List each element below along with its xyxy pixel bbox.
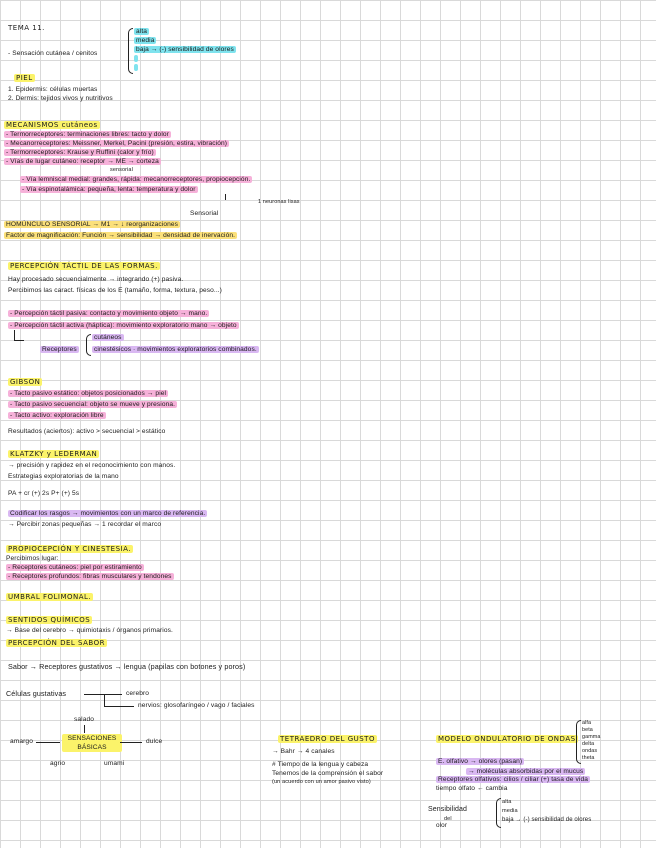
heading-sentidos-quimicos: SENTIDOS QUÍMICOS	[8, 616, 91, 624]
sens-item-4	[134, 64, 138, 72]
salado-label: salado	[74, 716, 95, 723]
tiempo-olfato: tiempo olfato ← cambia	[436, 785, 508, 792]
celulas-label: Células gustativas	[6, 689, 67, 698]
receptores-olfativos: Receptores olfativos: cilios / ciliar (+) tasa de vida	[438, 776, 588, 783]
gibson-item-2: - Tacto activo: exploración libre	[10, 412, 104, 419]
modelo-item-1: beta	[582, 727, 593, 733]
sens-item-1: media	[136, 37, 155, 44]
modelo-item-5: theta	[582, 755, 595, 761]
propio-line-1: Percibimos lugar:	[6, 555, 59, 562]
heading-umbral: UMBRAL FOLIMONAL.	[8, 593, 92, 601]
umami-label: umami	[104, 760, 125, 767]
e-olfativo-sub: → moléculas absorbidas por el mucus	[468, 768, 584, 775]
heading-klatzky: KLATZKY y LEDERMAN	[10, 450, 98, 458]
modelo-item-2: gamma	[582, 734, 601, 740]
codificar: Codificar los rasgos → movimientos con un marco de referencia.	[10, 510, 206, 517]
dulce-label: dulce	[146, 738, 163, 745]
mec-item-2: - Termorreceptores: Krause y Ruffini (calor y frío)	[6, 149, 154, 156]
propio-item-1: - Receptores profundos: fibras musculares y tendones	[8, 573, 172, 580]
sens-item-3	[134, 55, 138, 63]
cutaneos-label: cutáneos	[94, 334, 122, 341]
cerebro-label: cerebro	[126, 690, 150, 697]
tetraedro-line-1: # Tiempo de la lengua y cabeza	[272, 761, 369, 768]
perc-line-1: Hay procesado secuencialmente → integrando (+) pasiva.	[8, 276, 184, 283]
receptores-label: Receptores	[42, 346, 77, 353]
brace	[86, 334, 91, 356]
gibson-item-0: - Tacto pasivo estático: objetos posicionados → piel	[10, 390, 167, 397]
sabor-line: Sabor → Receptores gustativos → lengua (papilas con botones y poros)	[8, 662, 246, 671]
tetraedro-line-3: (un acuerdo con un amor pasivo visto)	[272, 779, 371, 785]
agrio-label: agrio	[50, 760, 66, 767]
arrow	[84, 725, 85, 733]
modelo-item-4: ondas	[582, 748, 598, 754]
sensaciones-basicas: SENSACIONES BÁSICAS	[62, 734, 122, 752]
heading-modelo-ondas: MODELO ONDULATORIO DE ONDAS	[438, 735, 576, 743]
mec-item-3: - Vías de lugar cutáneo: receptor → ME → corteza	[6, 158, 159, 165]
gibson-result: Resultados (aciertos): activo > secuencial > estático	[8, 428, 166, 435]
amargo-label: amargo	[10, 738, 33, 745]
factor: Factor de magnificación: Función → sensibilidad → densidad de inervación.	[6, 232, 236, 239]
klatzky-line-2: Estrategias exploratorias de la mano	[8, 473, 119, 480]
del-label: del	[444, 816, 452, 822]
piel-item-1: 2. Dermis: tejidos vivos y nutritivos	[8, 95, 113, 102]
arrow	[84, 694, 122, 695]
heading-piel: PIEL	[16, 74, 33, 82]
arrow	[120, 742, 142, 743]
sens-level-2: baja → (-) sensibilidad de olores	[502, 817, 592, 823]
klatzky-line-1: → precisión y rapidez en el reconocimiento con manos.	[8, 462, 176, 469]
homunculo: HOMÚNCULO SENSORIAL → M1 → ↓ reorganizaciones	[6, 221, 179, 228]
piel-item-0: 1. Epidermis: células muertas	[8, 86, 98, 93]
heading-percepcion-tactil: PERCEPCIÓN TÁCTIL DE LAS FORMAS.	[10, 262, 158, 270]
arrow	[104, 694, 105, 706]
sentidos-line: → Base del cerebro → quimiotaxis / órganos primarios.	[6, 627, 173, 634]
via-item-0: - Vía lemniscal medial: grandes, rápida: mecanorreceptores, propiocepción.	[22, 176, 251, 183]
sens-item-2: baja → (-) sensibilidad de olores	[136, 46, 234, 53]
propio-item-0: - Receptores cutáneos: piel por estiramiento	[8, 564, 142, 571]
perc-item-1: - Percepción táctil activa (háptica): movimiento exploratorio mano → objeto	[10, 322, 237, 329]
brace	[496, 798, 501, 828]
modelo-item-0: alfa	[582, 720, 592, 726]
brace	[576, 720, 581, 764]
arrow	[36, 742, 60, 743]
nervios-label: nervios: glosofaríngeo / vago / faciales	[138, 702, 255, 709]
e-olfativo: E. olfativo → olores (pasan)	[438, 758, 523, 765]
sensibilidad-label: Sensibilidad	[428, 806, 467, 813]
gibson-item-1: - Tacto pasivo secuencial: objeto se mueve y presiona.	[10, 401, 176, 408]
olor-label: olor	[436, 822, 448, 829]
klatzky-line-3: PA + cr (+) 2s P+ (+) 5s	[8, 490, 80, 497]
perc-line-2: Percibimos las caract. físicas de los E (tamaño, forma, textura, peso...)	[8, 287, 222, 294]
perc-item-0: - Percepción táctil pasiva: contacto y movimiento objeto → mano.	[10, 310, 208, 317]
heading-gibson: GIBSON	[10, 378, 41, 386]
sens-item-0: alta	[136, 28, 148, 35]
heading-percepcion-sabor: PERCEPCIÓN DEL SABOR	[8, 639, 105, 647]
modelo-item-3: delta	[582, 741, 595, 747]
sensorial-label: Sensorial	[190, 210, 219, 217]
via-sub: 1 neuronas lisas	[258, 199, 300, 205]
heading-tetraedro: TETRAEDRO DEL GUSTO	[280, 735, 375, 743]
brace	[128, 28, 133, 74]
tetraedro-line-2: Tenemos de la comprensión el sabor	[272, 770, 384, 777]
receptor-sub: sensorial	[110, 167, 133, 173]
arrow	[14, 330, 15, 340]
heading-mecanismos: MECANISMOS cutáneos	[6, 121, 98, 129]
sens-label: - Sensación cutánea / cenitos	[8, 50, 98, 57]
codificar-sub: → Percibir zonas pequeñas → 1 recordar el marco	[8, 521, 162, 528]
tetraedro-line-0: → Bahr → 4 canales	[272, 748, 335, 755]
page-title: TEMA 11.	[8, 24, 45, 32]
sens-level-1: media	[502, 808, 518, 814]
heading-propiocepcion: PROPIOCEPCIÓN Y CINESTESIA.	[8, 545, 131, 553]
sens-level-0: alta	[502, 799, 512, 805]
arrow	[225, 194, 226, 200]
via-item-1: - Vía espinotalámica: pequeña, lenta: temperatura y dolor	[22, 186, 196, 193]
mec-item-0: - Termorreceptores: terminaciones libres: tacto y dolor	[6, 131, 169, 138]
mec-item-1: - Mecanorreceptores: Meissner, Merkel, Pacini (presión, estira, vibración)	[6, 140, 228, 147]
arrow	[14, 340, 24, 341]
arrow	[104, 706, 134, 707]
cinestesicos-label: cinestésicos · movimientos exploratorios combinados.	[94, 346, 257, 353]
